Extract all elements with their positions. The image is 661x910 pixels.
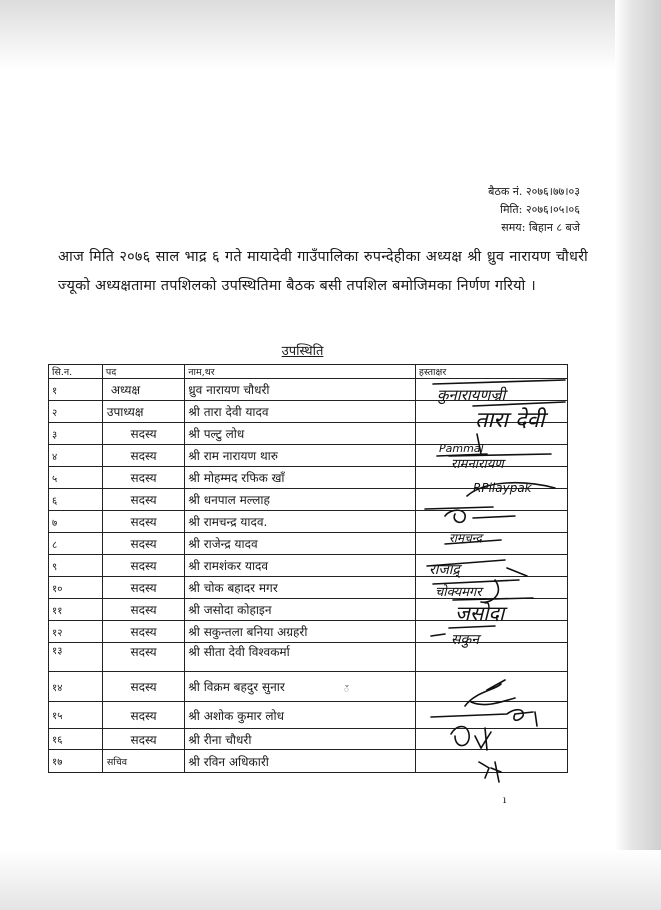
intro-paragraph: आज मिति २०७६ साल भाद्र ६ गते मायादेवी गाउँपालिका रुपन्देहीका अध्यक्ष श्री ध्रुव नारायण चौधरी ज्यूको अध्यक्षतामा तपशिलको उपस्थितिमा बैठक बसी तपशिल बमोजिमका निर्णण गरियो । <box>58 249 588 294</box>
table-row <box>49 533 568 555</box>
row-signature-cell <box>415 577 567 599</box>
row-role: उपाध्यक्ष <box>102 401 184 423</box>
table-row <box>49 621 568 643</box>
row-sn: ८ <box>49 533 103 555</box>
row-sn: ९ <box>49 555 103 577</box>
row-sn: १६ <box>49 729 103 750</box>
row-role: सदस्य <box>102 555 184 577</box>
row-role: अध्यक्ष <box>102 379 184 401</box>
row-sn: ३ <box>49 423 103 445</box>
row-name: श्री रामचन्द्र यादव. <box>185 511 416 533</box>
row-sn: ६ <box>49 489 103 511</box>
table-row <box>49 555 568 577</box>
row-signature-cell <box>415 599 567 621</box>
scan-shadow-right <box>615 0 661 910</box>
row-name: श्री राम नारायण थारु <box>185 445 416 467</box>
table-row <box>49 750 568 773</box>
meeting-number-label: बैठक नं. <box>488 185 523 198</box>
signature-text-7: रामचन्द्र <box>449 531 482 545</box>
row-sn: ७ <box>49 511 103 533</box>
row-role: सदस्य <box>102 445 184 467</box>
row-signature-cell <box>415 750 567 773</box>
row-role: सदस्य <box>102 467 184 489</box>
row-signature-cell <box>415 423 567 445</box>
meeting-date-line <box>420 201 580 219</box>
row-name: श्री तारा देवी यादव <box>185 401 416 423</box>
table-row <box>49 729 568 750</box>
meeting-time-line <box>420 219 580 237</box>
row-sn: १ <box>49 379 103 401</box>
header-role: पद <box>102 365 184 379</box>
header-sign: हस्ताक्षर <box>415 365 567 379</box>
attendance-table <box>48 364 568 773</box>
row-name: श्री सकुन्तला बनिया अग्रहरी <box>185 621 416 643</box>
table-row <box>49 643 568 672</box>
row-role: सदस्य <box>102 489 184 511</box>
row-signature-cell <box>415 555 567 577</box>
stray-mark: ॅ <box>344 685 349 694</box>
row-sn: १५ <box>49 702 103 729</box>
ink-mark: ı <box>503 795 507 806</box>
header-name: नाम,थर <box>185 365 416 379</box>
row-sn: ४ <box>49 445 103 467</box>
row-name: श्री रीना चौधरी <box>185 729 416 750</box>
header-sn: सि.न. <box>49 365 103 379</box>
table-row <box>49 423 568 445</box>
row-role: सदस्य <box>102 533 184 555</box>
table-row <box>49 577 568 599</box>
signature-text-11: सकुन <box>451 632 479 648</box>
signature-text-9: चोक्यमगर <box>435 585 482 600</box>
row-signature-cell <box>415 729 567 750</box>
meeting-date-label: मिति: <box>500 203 523 216</box>
row-role: सदस्य <box>102 621 184 643</box>
table-row <box>49 511 568 533</box>
table-row <box>49 489 568 511</box>
row-name: श्री रामशंकर यादव <box>185 555 416 577</box>
row-role: सदस्य <box>102 729 184 750</box>
row-signature-cell <box>415 643 567 672</box>
meeting-meta <box>420 183 580 237</box>
table-row <box>49 379 568 401</box>
row-sn: १७ <box>49 750 103 773</box>
signature-text-5: RPilaypak <box>473 481 532 495</box>
table-row <box>49 467 568 489</box>
meeting-number-line <box>420 183 580 201</box>
row-name: श्री मोहम्मद रफिक खाँ <box>185 467 416 489</box>
row-role: सदस्य <box>102 672 184 702</box>
row-signature-cell <box>415 489 567 511</box>
table-row <box>49 401 568 423</box>
row-role: सचिव <box>102 750 184 773</box>
row-sn: २ <box>49 401 103 423</box>
row-signature-cell <box>415 511 567 533</box>
row-sn: ५ <box>49 467 103 489</box>
row-name: श्री रविन अधिकारी <box>185 750 416 773</box>
row-role: सदस्य <box>102 643 184 672</box>
row-signature-cell <box>415 672 567 702</box>
row-name: श्री अशोक कुमार लोध <box>185 702 416 729</box>
signature-text-4: रामनारायण <box>451 457 504 472</box>
row-name: श्री जसोदा कोहाइन <box>185 599 416 621</box>
signature-text-1: कुनारायणज्री <box>437 386 506 404</box>
row-signature-cell <box>415 401 567 423</box>
signature-text-8: राजाद्र्‍ <box>429 562 460 578</box>
table-header-row <box>49 365 568 379</box>
row-role: सदस्य <box>102 423 184 445</box>
row-sn: १२ <box>49 621 103 643</box>
attendance-title: उपस्थिति <box>281 344 324 359</box>
row-signature-cell <box>415 533 567 555</box>
meeting-time-value: बिहान ८ बजे <box>528 221 580 234</box>
signature-text-10: जसोदा <box>455 601 505 625</box>
signature-text-3: Pammal <box>439 442 484 455</box>
meeting-number-value: २०७६।७७।०३ <box>525 185 580 198</box>
meeting-time-label: समय: <box>501 221 526 234</box>
row-name: श्री राजेन्द्र यादव <box>185 533 416 555</box>
row-role: सदस्य <box>102 702 184 729</box>
row-sn: १४ <box>49 672 103 702</box>
row-name: श्री विक्रम बहदुर सुनार <box>185 672 416 702</box>
table-row <box>49 672 568 702</box>
signature-text-2: तारा देवी <box>475 408 545 433</box>
row-signature-cell <box>415 702 567 729</box>
row-signature-cell <box>415 379 567 401</box>
row-role: सदस्य <box>102 511 184 533</box>
meeting-date-value: २०७६।०५।०६ <box>525 203 580 216</box>
row-role: सदस्य <box>102 599 184 621</box>
row-signature-cell <box>415 621 567 643</box>
row-sn: १३ <box>49 643 103 672</box>
row-signature-cell <box>415 467 567 489</box>
row-role: सदस्य <box>102 577 184 599</box>
row-name: श्री सीता देवी विश्वकर्मा <box>185 643 416 672</box>
table-row <box>49 702 568 729</box>
row-name: श्री पल्टु लोध <box>185 423 416 445</box>
scan-shadow-bottom <box>0 850 661 910</box>
row-sn: १० <box>49 577 103 599</box>
row-sn: ११ <box>49 599 103 621</box>
table-row <box>49 445 568 467</box>
row-name: ध्रुव नारायण चौधरी <box>185 379 416 401</box>
row-name: श्री चोक बहादर मगर <box>185 577 416 599</box>
scan-shadow-top <box>0 0 661 70</box>
table-row <box>49 599 568 621</box>
row-name: श्री धनपाल मल्लाह <box>185 489 416 511</box>
row-signature-cell <box>415 445 567 467</box>
